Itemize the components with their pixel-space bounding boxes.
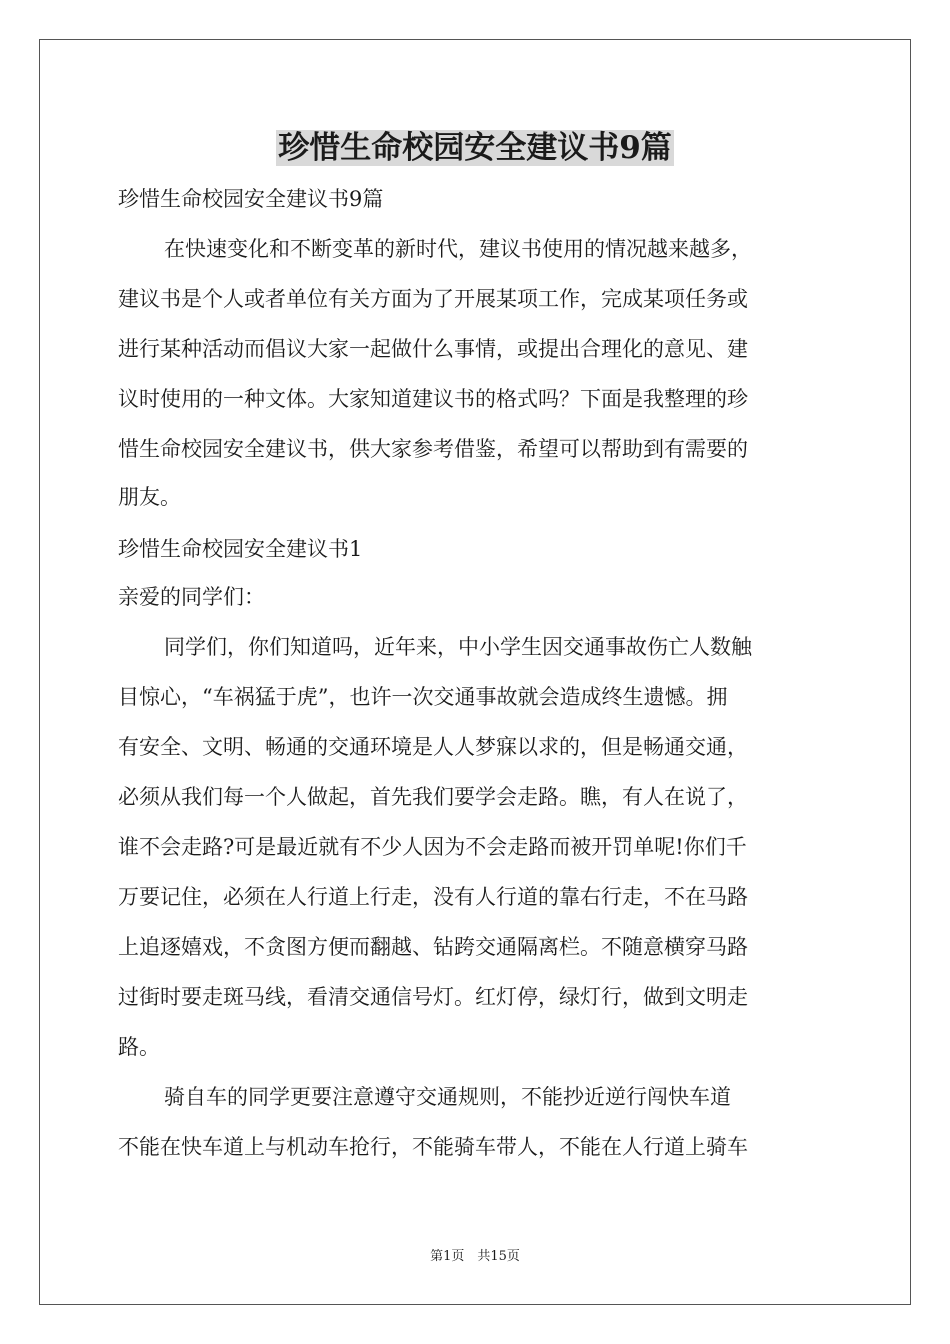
document-title: 珍惜生命校园安全建议书9篇 xyxy=(278,130,672,166)
paragraph-line: 建议书是个人或者单位有关方面为了开展某项工作，完成某项任务或 xyxy=(118,287,748,311)
paragraph-line: 路。 xyxy=(118,1035,160,1059)
paragraph-line: 进行某种活动而倡议大家一起做什么事情，或提出合理化的意见、建 xyxy=(118,337,748,361)
paragraph-line: 万要记住，必须在人行道上行走，没有人行道的靠右行走，不在马路 xyxy=(118,885,748,909)
paragraph-line: 骑自车的同学更要注意遵守交通规则，不能抄近逆行闯快车道 xyxy=(164,1085,731,1109)
paragraph-line: 同学们，你们知道吗，近年来，中小学生因交通事故伤亡人数触 xyxy=(164,635,752,659)
paragraph-line: 过街时要走斑马线，看清交通信号灯。红灯停，绿灯行，做到文明走 xyxy=(118,985,748,1009)
paragraph-line: 在快速变化和不断变革的新时代，建议书使用的情况越来越多， xyxy=(164,237,752,261)
paragraph-line: 朋友。 xyxy=(118,485,181,509)
paragraph-line: 不能在快车道上与机动车抢行，不能骑车带人，不能在人行道上骑车 xyxy=(118,1135,748,1159)
paragraph-line: 有安全、文明、畅通的交通环境是人人梦寐以求的，但是畅通交通， xyxy=(118,735,748,759)
paragraph-line: 惜生命校园安全建议书，供大家参考借鉴，希望可以帮助到有需要的 xyxy=(118,437,748,461)
salutation: 亲爱的同学们： xyxy=(118,585,265,609)
paragraph-line: 目惊心，“车祸猛于虎”，也许一次交通事故就会造成终生遗憾。拥 xyxy=(118,685,728,709)
page-border xyxy=(39,39,911,1305)
page-number: 第1页 共15页 xyxy=(430,1249,520,1264)
subtitle-line: 珍惜生命校园安全建议书9篇 xyxy=(118,187,384,211)
paragraph-line: 议时使用的一种文体。大家知道建议书的格式吗？下面是我整理的珍 xyxy=(118,387,748,411)
paragraph-line: 上追逐嬉戏，不贪图方便而翻越、钻跨交通隔离栏。不随意横穿马路 xyxy=(118,935,748,959)
paragraph-line: 谁不会走路?可是最近就有不少人因为不会走路而被开罚单呢!你们千 xyxy=(118,835,747,859)
paragraph-line: 必须从我们每一个人做起，首先我们要学会走路。瞧，有人在说了， xyxy=(118,785,748,809)
section-heading: 珍惜生命校园安全建议书1 xyxy=(118,537,363,561)
